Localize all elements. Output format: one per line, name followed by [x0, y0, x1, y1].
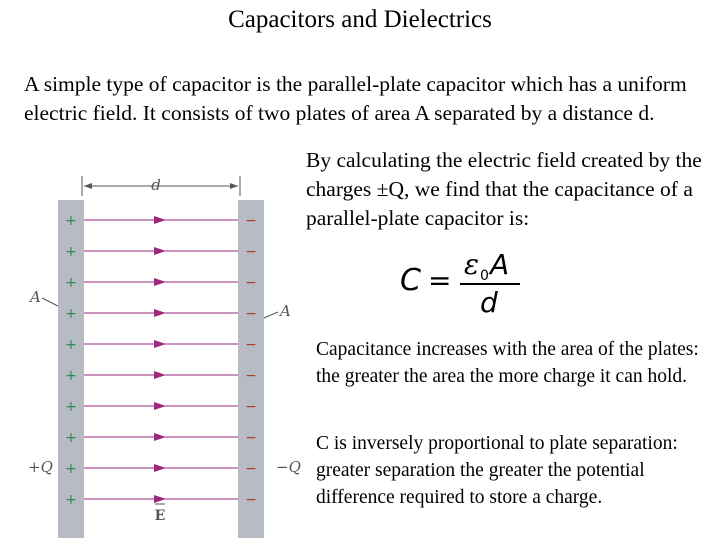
field-arrowhead	[154, 464, 166, 472]
field-arrowhead	[154, 309, 166, 317]
plus-sign: +	[65, 306, 77, 322]
field-arrowhead	[154, 278, 166, 286]
field-label: E	[154, 508, 166, 524]
plus-sign: +	[65, 399, 77, 415]
minus-sign: −	[245, 430, 257, 446]
minus-sign: −	[245, 461, 257, 477]
field-arrowhead	[154, 216, 166, 224]
separation-label: d	[151, 176, 161, 194]
field-arrowhead	[154, 495, 166, 503]
minus-sign: −	[245, 337, 257, 353]
minus-sign: −	[245, 306, 257, 322]
formula-equals: =	[428, 264, 452, 297]
formula-denominator: d	[480, 286, 498, 319]
field-arrowhead	[154, 371, 166, 379]
plus-sign: +	[65, 275, 77, 291]
plus-sign: +	[65, 492, 77, 508]
formula-area: A	[490, 248, 510, 281]
minus-sign: −	[245, 492, 257, 508]
capacitance-formula	[398, 244, 528, 320]
field-lines	[84, 216, 238, 503]
field-arrowhead	[154, 247, 166, 255]
plus-sign: +	[65, 337, 77, 353]
formula-epsilon-subscript: 0	[480, 268, 489, 284]
right-area-label: A	[280, 302, 291, 320]
left-area-label: A	[30, 288, 41, 306]
dimension-arrow-left	[84, 183, 92, 189]
formula-epsilon: ε	[464, 248, 480, 281]
right-charge-label: −Q	[276, 458, 301, 476]
calculation-paragraph: By calculating the electric field created by the charges ±Q, we find that the capacitance of a parallel-plate capacitor is:	[306, 148, 702, 230]
field-arrowhead	[154, 402, 166, 410]
plus-sign: +	[65, 244, 77, 260]
field-arrowhead	[154, 433, 166, 441]
slide-title: Capacitors and Dielectrics	[228, 6, 492, 33]
plus-sign: +	[65, 461, 77, 477]
minus-sign: −	[245, 244, 257, 260]
left-charge-label: +Q	[28, 458, 53, 476]
separation-note: C is inversely proportional to plate separation: greater separation the greater the potential difference required to store a charge.	[316, 433, 678, 508]
minus-sign: −	[245, 399, 257, 415]
plus-sign: +	[65, 213, 77, 229]
dimension-arrow-right	[230, 183, 238, 189]
plus-sign: +	[65, 430, 77, 446]
intro-paragraph: A simple type of capacitor is the parallel-plate capacitor which has a uniform electric field. It consists of two plates of area A separated by a distance d.	[24, 72, 687, 125]
plus-sign: +	[65, 368, 77, 384]
minus-sign: −	[245, 213, 257, 229]
right-area-pointer	[264, 312, 278, 318]
parallel-plate-diagram	[24, 168, 304, 538]
left-area-pointer	[42, 298, 58, 306]
area-note: Capacitance increases with the area of the plates: the greater the area the more charge it can hold.	[316, 339, 699, 387]
formula-lhs: C	[400, 263, 421, 298]
minus-sign: −	[245, 275, 257, 291]
minus-sign: −	[245, 368, 257, 384]
field-arrowhead	[154, 340, 166, 348]
